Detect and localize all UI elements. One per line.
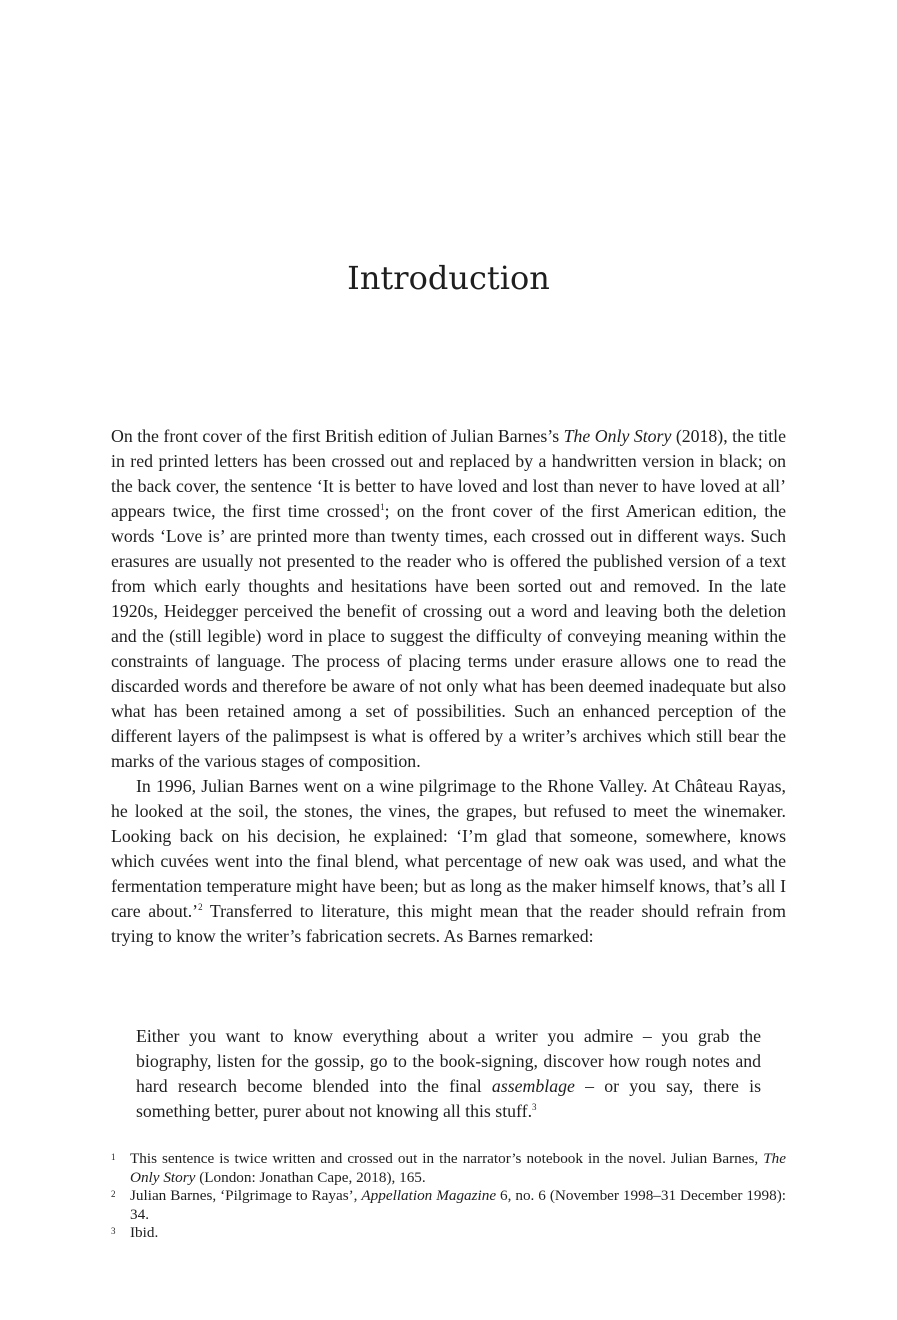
footnote-text-a: This sentence is twice written and crossed out in the narrator’s notebook in the novel. Julian Barnes,	[130, 1150, 764, 1167]
footnote-ref-2: 2	[198, 902, 203, 912]
block-quote	[136, 1024, 761, 1124]
footnote-number: 2	[111, 1189, 116, 1199]
paragraph-1	[111, 424, 786, 774]
footnote-ref-3: 3	[532, 1102, 537, 1112]
footnotes	[111, 1150, 786, 1243]
footnote-ref-1: 1	[380, 502, 385, 512]
footnote-number: 3	[111, 1226, 116, 1236]
footnote-italic: Appellation Magazine	[361, 1187, 497, 1204]
footnote-1	[111, 1150, 786, 1187]
footnote-number: 1	[111, 1152, 116, 1162]
footnote-text-b: 6, no. 6 (November 1998–31 December 1998): 34.	[130, 1187, 786, 1223]
body-text	[111, 424, 786, 949]
paragraph-1-text-a: On the front cover of the first British edition of Julian Barnes’s	[111, 426, 564, 446]
paragraph-1-text-c: ; on the front cover of the first American edition, the words ‘Love is’ are printed more than twenty times, each crossed out in different ways. Such erasures are usually not presented to the reader who is offered the published version of a text from which early thoughts and hesitations have been sorted out and removed. In the late 1920s, Heidegger perceived the benefit of crossing out a word and leaving both the deletion and the (still legible) word in place to suggest the difficulty of conveying meaning within the constraints of language. The process of placing terms under erasure allows one to read the discarded words and therefore be aware of not only what has been deemed inadequate but also what has been retained among a set of possibilities. Such an enhanced perception of the different layers of the palimpsest is what is offered by a writer’s archives which still bear the marks of the various stages of composition.	[111, 501, 786, 771]
footnote-text	[130, 1187, 786, 1224]
footnote-2	[111, 1187, 786, 1224]
footnote-text: Ibid.	[130, 1224, 159, 1241]
quote-text-b: – or you say, there is something better, purer about not knowing all this stuff.	[136, 1076, 761, 1121]
quote-text-a: Either you want to know everything about a writer you admire – you grab the biography, listen for the gossip, go to the book-signing, discover how rough notes and hard research become blended into the final	[136, 1026, 761, 1096]
footnote-text-b: (London: Jonathan Cape, 2018), 165.	[195, 1168, 426, 1186]
paragraph-2-text-b: Transferred to literature, this might mean that the reader should refrain from trying to know the writer’s fabrication secrets. As Barnes remarked:	[111, 901, 786, 946]
book-title-italic: The Only Story	[563, 426, 672, 446]
footnote-text	[130, 1150, 786, 1187]
footnote-3	[111, 1224, 786, 1243]
paragraph-1-text-b: (2018), the title in red printed letters has been crossed out and replaced by a handwritten version in black; on the back cover, the sentence ‘It is better to have loved and lost than never to have loved at all’ appears twice, the first time crossed	[111, 426, 786, 521]
footnote-text-a: Julian Barnes, ‘Pilgrimage to Rayas’,	[130, 1187, 362, 1204]
footnote-italic: The Only Story	[130, 1150, 786, 1186]
quote-italic: assemblage	[491, 1076, 575, 1096]
paragraph-2	[111, 774, 786, 949]
paragraph-2-text-a: In 1996, Julian Barnes went on a wine pilgrimage to the Rhone Valley. At Château Rayas, he looked at the soil, the stones, the vines, the grapes, but refused to meet the winemaker. Looking back on his decision, he explained: ‘I’m glad that someone, somewhere, knows which cuvées went into the final blend, what percentage of new oak was used, and what the fermentation temperature might have been; but as long as the maker himself knows, that’s all I care about.’	[111, 776, 786, 921]
chapter-title: Introduction	[347, 259, 550, 297]
